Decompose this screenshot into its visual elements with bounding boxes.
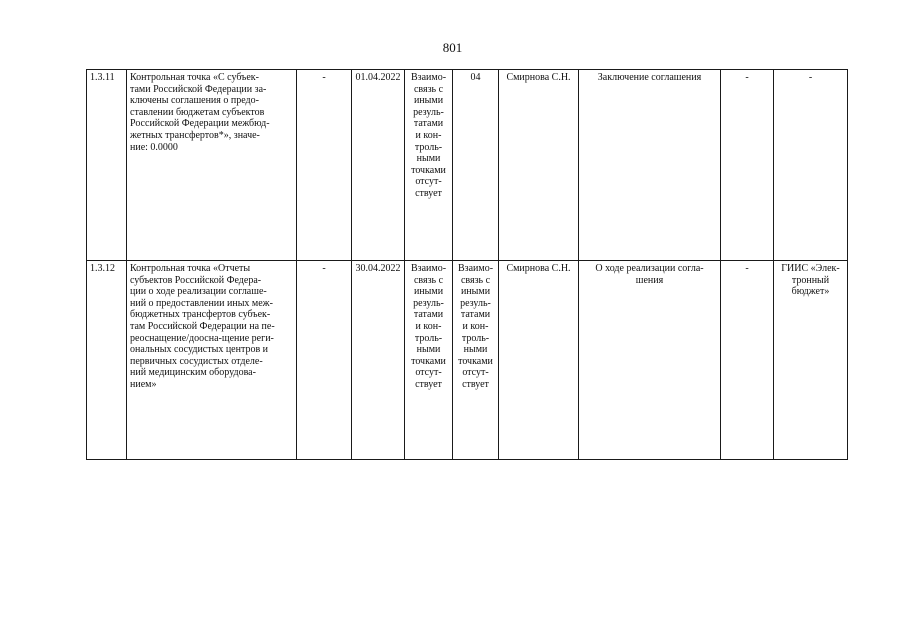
page-number: 801 xyxy=(442,40,463,55)
control-point-name-cell: Контрольная точка «С субъек- тами Российской Федерации за- ключены соглашения о предо- ставлении бюджетам субъектов Российской Федерации межбюд- жетных трансфертов*», значе- ние: 0.0000 xyxy=(127,70,297,261)
successors-cell: Взаимо- связь с иными резуль- татами и кон- троль- ными точками отсут- ствует xyxy=(453,261,499,460)
start-date-cell: - xyxy=(297,70,352,261)
table-row xyxy=(87,261,848,460)
predecessors-cell: Взаимо- связь с иными резуль- татами и кон- троль- ными точками отсут- ствует xyxy=(405,261,453,460)
responsible-cell: Смирнова С.Н. xyxy=(499,261,579,460)
responsible-cell: Смирнова С.Н. xyxy=(499,70,579,261)
info-system-cell: ГИИС «Элек- тронный бюджет» xyxy=(774,261,848,460)
control-point-name-cell: Контрольная точка «Отчеты субъектов Российской Федера- ции о ходе реализации соглаше- ний о предоставлении иных меж- бюджетных трансфертов субъек- там Российской Федерации на пе- реоснащение/дооснa-щение реги- ональных сосудистых центров и первичных сосудистых отделе- ний медицинским оборудова- нием» xyxy=(127,261,297,460)
start-date-cell: - xyxy=(297,261,352,460)
table-row xyxy=(87,70,848,261)
control-points-table xyxy=(86,69,848,460)
end-date-cell: 30.04.2022 xyxy=(352,261,405,460)
row-number-cell: 1.3.11 xyxy=(87,70,127,261)
end-date-cell: 01.04.2022 xyxy=(352,70,405,261)
level-cell: - xyxy=(721,261,774,460)
document-cell: О ходе реализации согла- шения xyxy=(579,261,721,460)
info-system-cell: - xyxy=(774,70,848,261)
document-cell: Заключение соглашения xyxy=(579,70,721,261)
level-cell: - xyxy=(721,70,774,261)
successors-cell: 04 xyxy=(453,70,499,261)
row-number-cell: 1.3.12 xyxy=(87,261,127,460)
predecessors-cell: Взаимо- связь с иными резуль- татами и кон- троль- ными точками отсут- ствует xyxy=(405,70,453,261)
